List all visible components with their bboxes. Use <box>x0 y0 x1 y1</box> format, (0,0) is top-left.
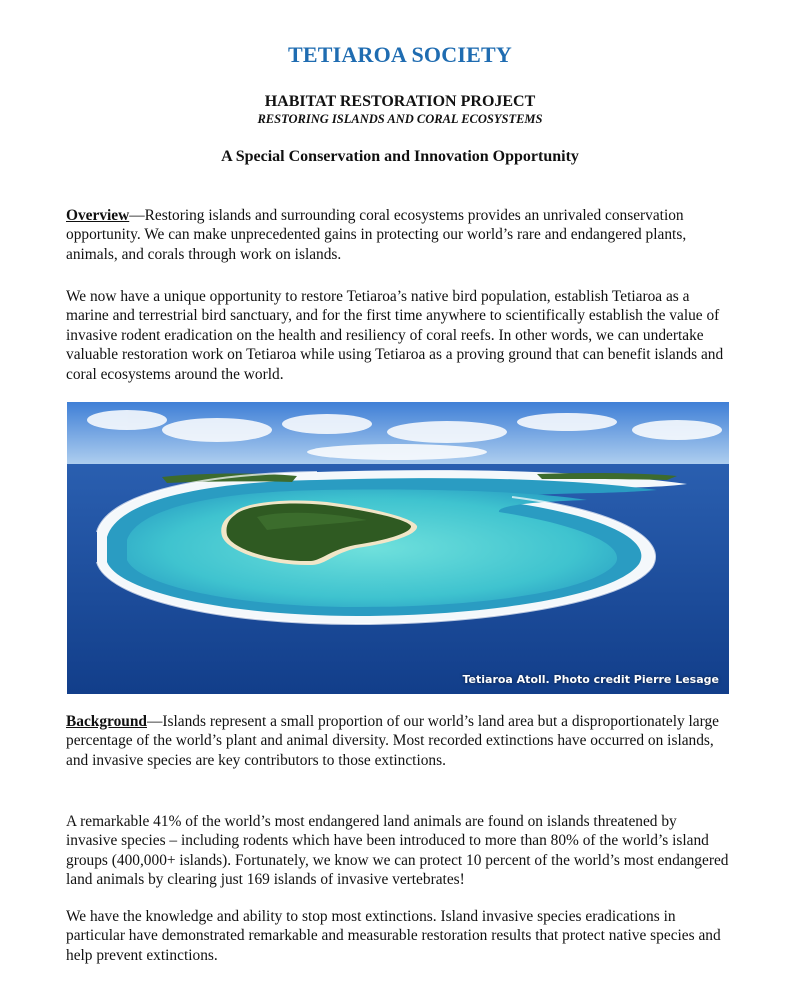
atoll-illustration <box>67 402 729 694</box>
photo-caption: Tetiaroa Atoll. Photo credit Pierre Lesage <box>462 673 719 686</box>
overview-paragraph <box>66 206 730 264</box>
section-heading: A Special Conservation and Innovation Opportunity <box>221 148 579 165</box>
overview-paragraph-2: We now have a unique opportunity to restore Tetiaroa’s native bird population, establish Tetiaroa as a marine and terrestrial bird sanctuary, and for the first time anywhere to scientifically establish the value of invasive rodent eradication on the health and resiliency of coral reefs. In other words, we can undertake valuable restoration work on Tetiaroa while using Tetiaroa as a proving ground that can benefit islands and coral ecosystems around the world. <box>66 288 724 383</box>
background-text: —Islands represent a small proportion of our world’s land area but a disproportionately large percentage of the world’s plant and animal diversity. Most recorded extinctions have occurred on islands, and invasive species are key contributors to those extinctions. <box>66 713 719 769</box>
background-paragraph-3: We have the knowledge and ability to stop most extinctions. Island invasive species eradications in particular have demonstrated remarkable and measurable restoration results that protect native species and help prevent extinctions. <box>66 908 721 964</box>
project-tagline: RESTORING ISLANDS AND CORAL ECOSYSTEMS <box>257 112 543 126</box>
background-paragraph-2: A remarkable 41% of the world’s most endangered land animals are found on islands threatened by invasive species – including rodents which have been introduced to more than 80% of the world’s island groups (400,000+ islands). Fortunately, we know we can protect 10 percent of the world’s most endangered land animals by clearing just 169 islands of invasive vertebrates! <box>66 813 729 889</box>
background-paragraph <box>66 712 730 770</box>
background-lead: Background <box>66 713 147 730</box>
atoll-photo <box>67 402 729 694</box>
project-title: HABITAT RESTORATION PROJECT <box>264 93 536 110</box>
overview-lead: Overview <box>66 207 130 224</box>
document-title: TETIAROA SOCIETY <box>288 42 512 67</box>
overview-text: —Restoring islands and surrounding coral ecosystems provides an unrivaled conservation opportunity. We can make unprecedented gains in protecting our world’s rare and endangered plants, animals, and corals through work on islands. <box>66 207 687 263</box>
